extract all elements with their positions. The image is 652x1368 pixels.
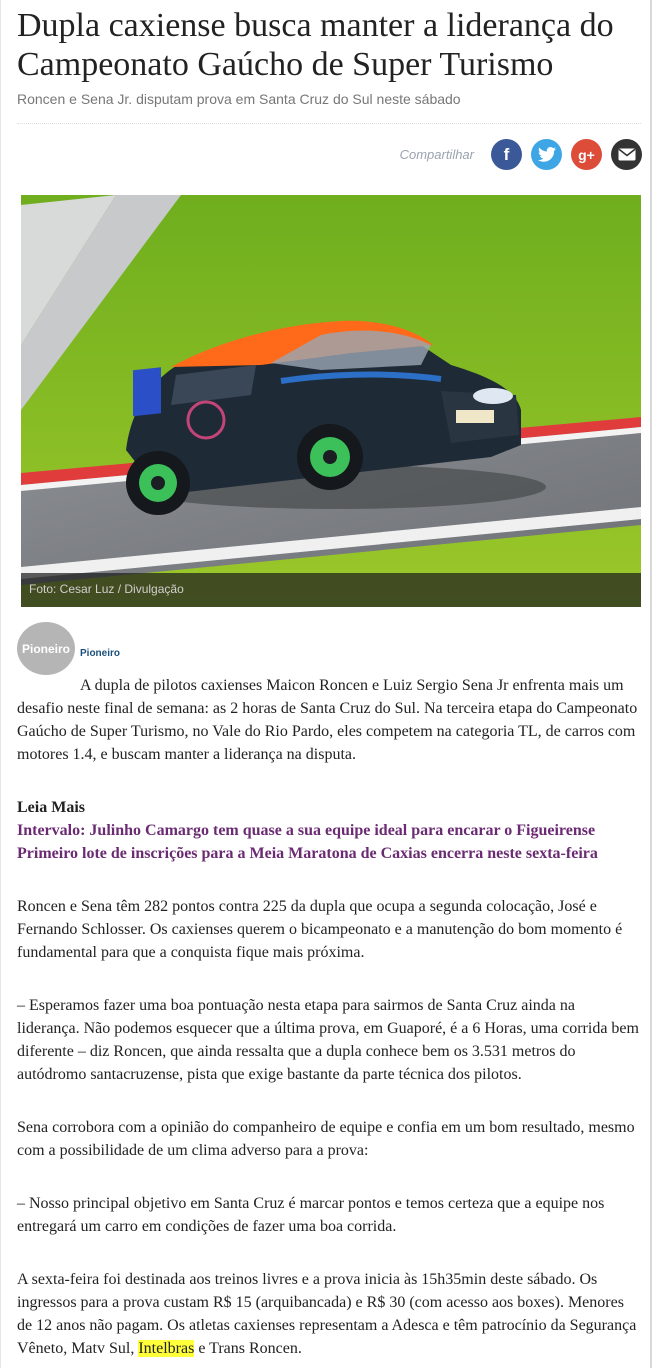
facebook-glyph: f (503, 144, 510, 164)
email-icon[interactable] (611, 139, 642, 170)
paragraph-6-text-a: A sexta-feira foi destinada aos treinos livres e a prova inicia às 15h35min deste sábado. Os ingressos para a prova custam R$ 15 (arquibancada) e R$ 30 (com acesso aos boxes). Menores de 12 anos não pagam. Os atletas caxienses representam a Adesca e têm patrocínio da Segurança Vêneto, Matv Sul, (17, 1271, 637, 1357)
article-headline: Dupla caxiense busca manter a liderança do Campeonato Gaúcho de Super Turismo (17, 7, 614, 83)
share-bar (400, 139, 642, 170)
article-paragraph-1: A dupla de pilotos caxienses Maicon Roncen e Luiz Sergio Sena Jr enfrenta mais um desafio neste final de semana: as 2 horas de Santa Cruz do Sul. Na terceira etapa do Campeonato Gaúcho de Super Turismo, no Vale do Rio Pardo, eles competem na categoria TL, de carros com motores 1.4, e buscam manter a liderança na disputa. (17, 677, 638, 763)
highlighted-sponsor: Intelbras (138, 1340, 195, 1357)
google-plus-glyph: g+ (578, 146, 595, 163)
article-photo (21, 195, 641, 607)
article-subtitle: Roncen e Sena Jr. disputam prova em Santa Cruz do Sul neste sábado (17, 91, 461, 107)
google-plus-icon[interactable] (571, 139, 602, 170)
article-paragraph-5: – Nosso principal objetivo em Santa Cruz é marcar pontos e temos certeza que a equipe nos entregará um carro em condições de fazer uma boa corrida. (17, 1195, 605, 1235)
facebook-icon[interactable] (491, 139, 522, 170)
share-label: Compartilhar (399, 147, 474, 162)
article-paragraph-6 (17, 1268, 641, 1360)
related-link-1[interactable]: Intervalo: Julinho Camargo tem quase a sua equipe ideal para encarar o Figueirense (17, 822, 596, 839)
photo-caption: Foto: Cesar Luz / Divulgação (29, 582, 184, 596)
article-paragraph-4: Sena corrobora com a opinião do companheiro de equipe e confia em um bom resultado, mesmo com a possibilidade de um clima adverso para a prova: (17, 1119, 635, 1159)
paragraph-6-text-b: e Trans Roncen. (194, 1340, 302, 1357)
author-logo-text: Pioneiro (21, 641, 70, 656)
article-paragraph-2: Roncen e Sena têm 282 pontos contra 225 da dupla que ocupa a segunda colocação, José e Fernando Schlosser. Os caxienses querem o bicampeonato e a manutenção do bom momento é fundamental para que a conquista fique mais próxima. (17, 898, 623, 961)
leia-mais-heading: Leia Mais (17, 799, 85, 816)
related-link-2[interactable]: Primeiro lote de inscrições para a Meia Maratona de Caxias encerra neste sexta-feira (17, 845, 598, 862)
race-car-photo (21, 195, 641, 607)
article-paragraph-3: – Esperamos fazer uma boa pontuação nesta etapa para sairmos de Santa Cruz ainda na liderança. Não podemos esquecer que a última prova, em Guaporé, é a 6 Horas, uma corrida bem diferente – diz Roncen, que ainda ressalta que a dupla conhece bem os 3.531 metros do autódromo santacruzense, pista que exige bastante da parte técnica dos pilotos. (17, 997, 639, 1083)
author-logo[interactable] (17, 622, 75, 675)
divider (17, 123, 641, 124)
twitter-icon[interactable] (531, 139, 562, 170)
author-name-link[interactable]: Pioneiro (80, 648, 121, 659)
